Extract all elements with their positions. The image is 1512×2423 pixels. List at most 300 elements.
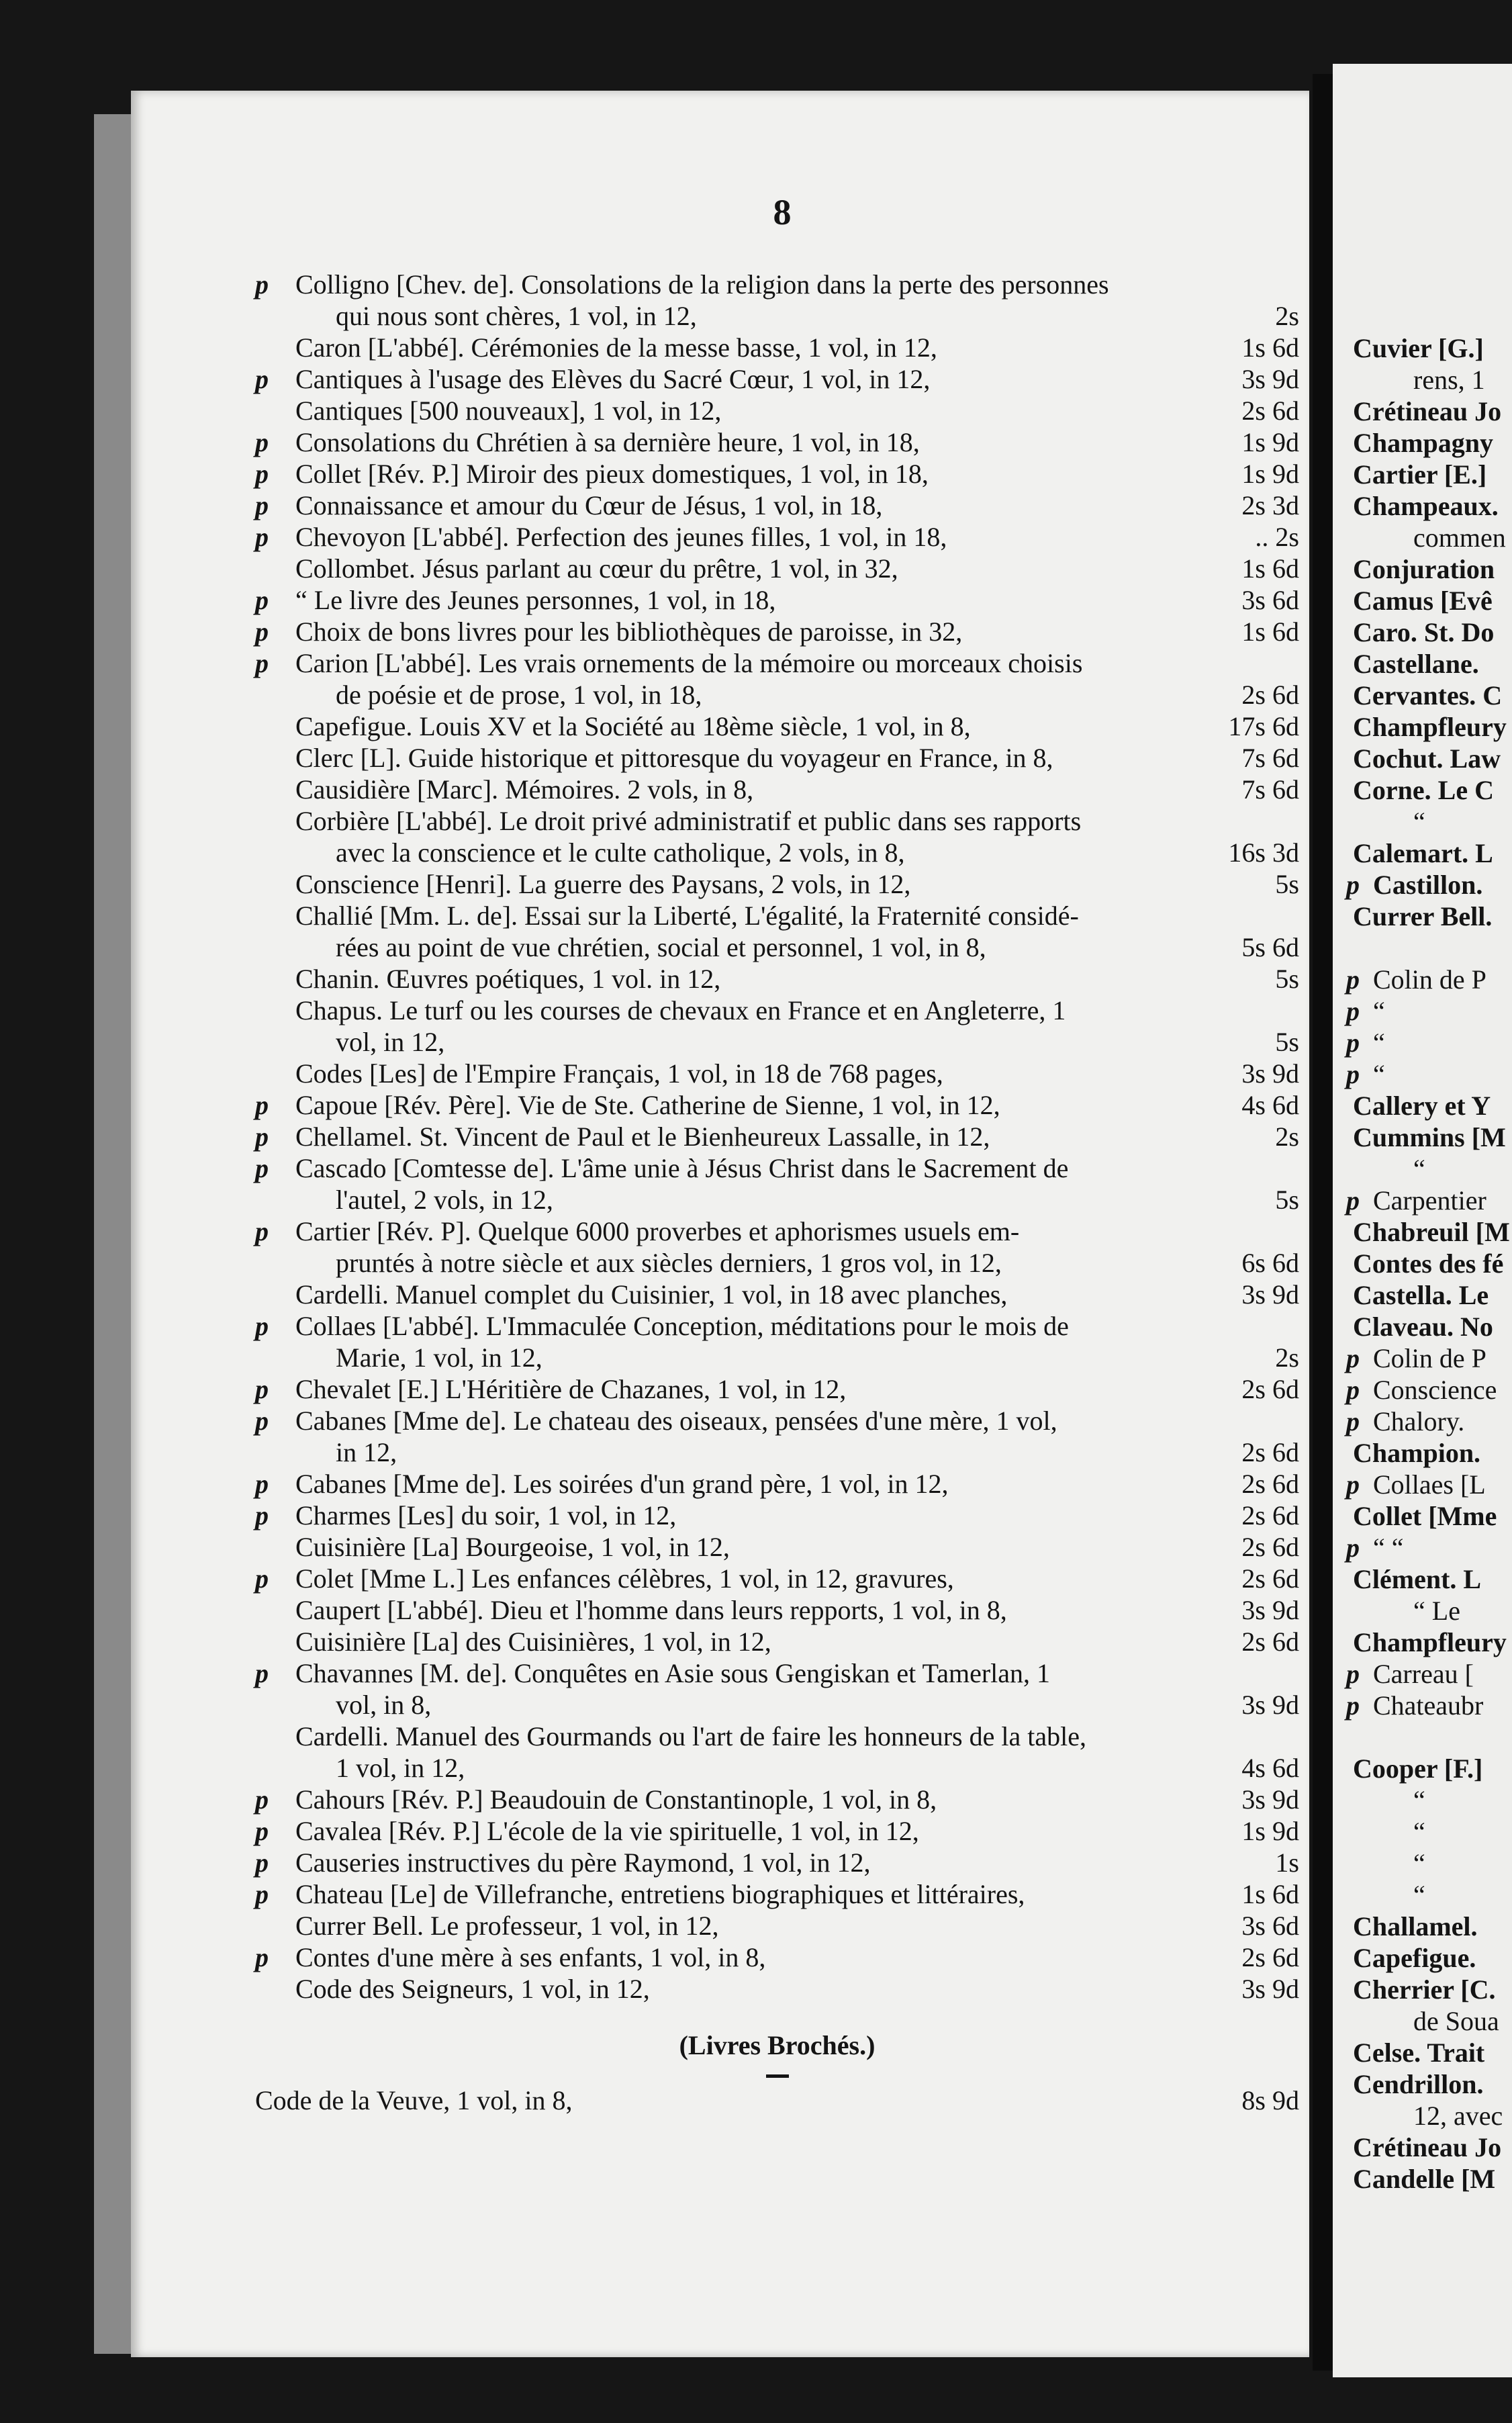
catalog-entry [255,1563,1299,1594]
entry-mark: p [255,1469,269,1499]
entry-text: Cuisinière [La] des Cuisinières, 1 vol, in 12, [295,1627,771,1657]
entry-mark: p [255,1879,269,1909]
entry-mark: p [255,364,269,394]
right-page-entry [1346,1406,1512,1437]
entry-price: 7s 6d [1241,743,1299,773]
entry-text: Caron [L'abbé]. Cérémonies de la messe basse, 1 vol, in 12, [295,332,937,363]
right-page-entry [1346,1942,1512,1974]
catalog-entry [255,1216,1299,1247]
entry-text: Claveau. No [1353,1312,1493,1342]
entry-text: Cochut. Law [1353,743,1501,774]
right-page-entry [1346,1185,1512,1216]
entry-price: 2s 6d [1241,1627,1299,1657]
entry-text: Corne. Le C [1353,775,1494,805]
entry-price: 2s [1275,1342,1299,1373]
entry-text: “ [1413,1880,1425,1910]
entry-mark: p [255,1153,269,1183]
entry-mark: p [255,459,269,489]
entry-price: 4s 6d [1241,1753,1299,1783]
right-page-entry [1346,2068,1512,2100]
entry-price: 1s 9d [1241,1816,1299,1846]
entry-text: Callery et Y [1353,1091,1491,1121]
right-page-entry [1346,1816,1512,1847]
entry-text: Calemart. L [1353,838,1493,868]
page-number: 8 [773,192,792,232]
entry-text: Collet [Mme [1353,1501,1497,1531]
catalog-entry [255,679,1299,711]
entry-text: Carpentier [1373,1185,1486,1216]
right-page-entry [1346,1122,1512,1153]
entry-price: 2s 3d [1241,490,1299,520]
entry-text: Champagny [1353,428,1493,458]
entry-mark: p [255,1216,269,1246]
entry-text: Cavalea [Rév. P.] L'école de la vie spirituelle, 1 vol, in 12, [295,1816,919,1846]
entry-text: vol, in 12, [336,1027,445,1057]
catalog-entry [255,1121,1299,1152]
entry-price: 1s 9d [1241,459,1299,489]
entry-price: 3s 9d [1241,1058,1299,1089]
entry-text: Capefigue. [1353,1943,1476,1973]
section-rule [766,2074,789,2078]
right-page-entry [1346,1500,1512,1532]
entry-price: 5s [1275,1027,1299,1057]
entry-text: Carreau [ [1373,1659,1474,1689]
entry-text: Cabanes [Mme de]. Les soirées d'un grand père, 1 vol, in 12, [295,1469,949,1499]
entry-text: Chabreuil [M [1353,1217,1510,1247]
entry-text: Contes d'une mère à ses enfants, 1 vol, in 8, [295,1942,766,1972]
catalog-entry [255,616,1299,647]
right-page-entry [1346,995,1512,1027]
entry-mark: p [255,269,269,300]
catalog-entry [255,1279,1299,1310]
right-page-entry [1346,869,1512,901]
right-page-entry [1346,932,1512,964]
entry-price: 3s 9d [1241,1595,1299,1625]
entry-mark: p [1346,1343,1360,1373]
right-page-entry [1346,1690,1512,1721]
entry-text: Clerc [L]. Guide historique et pittoresque du voyageur en France, in 8, [295,743,1053,773]
catalog-entry [255,1657,1299,1689]
entry-text: Clément. L [1353,1564,1482,1594]
right-page-entry [1346,1974,1512,2005]
entry-text: “ [1373,1059,1385,1089]
right-page-entry [1346,1595,1512,1627]
entry-text: commen [1413,522,1506,553]
entry-mark: p [1346,1027,1360,1058]
entry-price: 8s 9d [1241,2085,1299,2115]
entry-mark: p [255,1784,269,1815]
catalog-entry [255,1878,1299,1910]
entry-mark: p [255,1122,269,1152]
entry-text: Cherrier [C. [1353,1974,1496,2005]
entry-mark: p [255,1090,269,1120]
entry-text: Challié [Mm. L. de]. Essai sur la Liberté, L'égalité, la Fraternité considé- [295,901,1079,931]
entry-price: 6s 6d [1241,1248,1299,1278]
catalog-entry [255,742,1299,774]
entry-text: Conscience [Henri]. La guerre des Paysans, 2 vols, in 12, [295,869,911,899]
entry-text: Conjuration [1353,554,1495,584]
catalog-entry [255,1436,1299,1468]
entry-mark: p [255,1500,269,1530]
entry-mark: p [1346,1533,1360,1563]
entry-text: Chevoyon [L'abbé]. Perfection des jeunes filles, 1 vol, in 18, [295,522,947,552]
right-page-entry [1346,1658,1512,1690]
catalog-entry [255,1752,1299,1784]
entry-text: Code de la Veuve, 1 vol, in 8, [255,2085,573,2115]
entry-text: Colin de P [1373,964,1486,995]
catalog-entry [255,1026,1299,1058]
entry-text: Consolations du Chrétien à sa dernière heure, 1 vol, in 18, [295,427,920,457]
entry-text: Contes des fé [1353,1248,1504,1279]
entry-text: avec la conscience et le culte catholique, 2 vols, in 8, [336,837,905,868]
catalog-entry [255,1721,1299,1752]
right-page-entry [1346,1058,1512,1090]
entry-price: 4s 6d [1241,1090,1299,1120]
catalog-entry [255,1941,1299,1973]
entry-text: “ Le [1413,1596,1460,1626]
entry-text: Cervantes. C [1353,680,1503,711]
catalog-entry [255,711,1299,742]
entry-mark: p [255,490,269,520]
entry-text: Cahours [Rév. P.] Beaudouin de Constantinople, 1 vol, in 8, [295,1784,937,1815]
entry-text: pruntés à notre siècle et aux siècles derniers, 1 gros vol, in 12, [336,1248,1002,1278]
entry-mark: p [1346,1469,1360,1500]
entry-text: Collaes [L [1373,1469,1486,1500]
entry-price: 5s 6d [1241,932,1299,962]
entry-text: “ Le livre des Jeunes personnes, 1 vol, in 18, [295,585,776,615]
entry-text: Celse. Trait [1353,2038,1485,2068]
right-page-entry [1346,1090,1512,1122]
right-page-entry [1346,396,1512,427]
section-heading: (Livres Brochés.) [679,2030,876,2060]
right-page-entry [1346,1563,1512,1595]
entry-mark: p [1346,1690,1360,1721]
entry-text: Castellane. [1353,649,1479,679]
catalog-entry [255,269,1299,300]
catalog-entry [255,300,1299,332]
entry-text: Cabanes [Mme de]. Le chateau des oiseaux, pensées d'une mère, 1 vol, [295,1406,1057,1436]
entry-price: 3s 9d [1241,1690,1299,1720]
catalog-entry [255,426,1299,458]
catalog-entry [255,1089,1299,1121]
entry-text: Choix de bons livres pour les bibliothèques de paroisse, in 32, [295,616,963,647]
entry-text: Capefigue. Louis XV et la Société au 18ème siècle, 1 vol, in 8, [295,711,971,741]
entry-text: Cartier [E.] [1353,459,1487,490]
entry-text: Cuisinière [La] Bourgeoise, 1 vol, in 12, [295,1532,730,1562]
right-page-entry [1346,1753,1512,1784]
entry-mark: p [1346,996,1360,1026]
entry-mark: p [1346,870,1360,900]
catalog-entry [255,1815,1299,1847]
entry-text: Currer Bell. [1353,901,1493,931]
entry-price: 2s [1275,301,1299,331]
entry-text: Challamel. [1353,1911,1478,1941]
catalog-entry [255,1310,1299,1342]
entry-price: 5s [1275,964,1299,994]
right-page-entry [1346,459,1512,490]
entry-text: Chellamel. St. Vincent de Paul et le Bienheureux Lassalle, in 12, [295,1122,990,1152]
right-page [1333,64,1512,2377]
entry-price: 2s 6d [1241,1437,1299,1467]
catalog-entry [255,1405,1299,1436]
entry-text: “ [1373,996,1385,1026]
entry-price: 2s 6d [1241,1469,1299,1499]
entry-price: 3s 6d [1241,585,1299,615]
entry-price: 17s 6d [1228,711,1299,741]
entry-text: Castella. Le [1353,1280,1489,1310]
entry-price: 3s 9d [1241,1784,1299,1815]
right-page-entry [1346,1279,1512,1311]
entry-text: l'autel, 2 vols, in 12, [336,1185,553,1215]
entry-text: Collombet. Jésus parlant au cœur du prêtre, 1 vol, in 32, [295,553,898,584]
right-page-entry [1346,743,1512,774]
entry-price: 3s 6d [1241,1911,1299,1941]
entry-mark: p [255,1406,269,1436]
catalog-entry [255,774,1299,805]
catalog-entry [255,1342,1299,1373]
catalog-entry [255,1973,1299,2005]
entry-price: 5s [1275,869,1299,899]
entry-text: Chateau [Le] de Villefranche, entretiens biographiques et littéraires, [295,1879,1025,1909]
entry-text: Cardelli. Manuel complet du Cuisinier, 1 vol, in 18 avec planches, [295,1279,1008,1310]
entry-price: 3s 9d [1241,1974,1299,2004]
right-page-entry [1346,2163,1512,2195]
catalog-entry [255,1626,1299,1657]
entry-text: Crétineau Jo [1353,396,1502,426]
entry-text: “ [1413,807,1425,837]
entry-text: Chanin. Œuvres poétiques, 1 vol. in 12, [295,964,721,994]
right-page-entry [1346,2005,1512,2037]
entry-text: Cantiques à l'usage des Elèves du Sacré Cœur, 1 vol, in 12, [295,364,931,394]
entry-text: Causeries instructives du père Raymond, 1 vol, in 12, [295,1847,871,1878]
entry-text: 12, avec [1413,2101,1503,2131]
entry-text: “ [1413,1848,1425,1878]
right-page-entry [1346,648,1512,680]
entry-text: rens, 1 [1413,365,1485,395]
entry-text: Castillon. [1373,870,1483,900]
right-page-entry [1346,1216,1512,1248]
entry-text: Chavannes [M. de]. Conquêtes en Asie sous Gengiskan et Tamerlan, 1 [295,1658,1051,1688]
right-page-entry [1346,2037,1512,2068]
right-page-entry [1346,1879,1512,1911]
entry-price: 3s 9d [1241,364,1299,394]
entry-text: Cooper [F.] [1353,1753,1483,1784]
catalog-entry-final [255,2085,1299,2116]
entry-price: 1s 9d [1241,427,1299,457]
right-page-entry [1346,806,1512,837]
right-page-entry [1346,774,1512,806]
right-page-entry [1346,553,1512,585]
entry-text: “ [1413,1154,1425,1184]
entry-text: Colligno [Chev. de]. Consolations de la religion dans la perte des personnes [295,269,1109,300]
catalog-entry [255,332,1299,363]
entry-text: Causidière [Marc]. Mémoires. 2 vols, in 8, [295,774,754,805]
catalog-entry [255,1910,1299,1941]
entry-mark: p [255,1942,269,1972]
entry-mark: p [255,1374,269,1404]
catalog-entry [255,1247,1299,1279]
entry-text: Chapus. Le turf ou les courses de chevaux en France et en Angleterre, 1 [295,995,1066,1025]
catalog-entry [255,1468,1299,1500]
entry-mark: p [255,1311,269,1341]
entry-text: Colin de P [1373,1343,1486,1373]
entry-text: Cascado [Comtesse de]. L'âme unie à Jésus Christ dans le Sacrement de [295,1153,1069,1183]
entry-text: in 12, [336,1437,397,1467]
entry-text: Cuvier [G.] [1353,333,1484,363]
entry-mark: p [1346,964,1360,995]
entry-price: 1s 6d [1241,553,1299,584]
entry-text: Cantiques [500 nouveaux], 1 vol, in 12, [295,396,722,426]
entry-price: 7s 6d [1241,774,1299,805]
entry-text: Carion [L'abbé]. Les vrais ornements de la mémoire ou morceaux choisis [295,648,1083,678]
catalog-entry [255,963,1299,995]
right-page-entry [1346,1627,1512,1658]
entry-text: Chateaubr [1373,1690,1484,1721]
entry-text: Cummins [M [1353,1122,1506,1152]
entry-text: Camus [Evê [1353,586,1493,616]
catalog-entry [255,553,1299,584]
right-page-entry [1346,585,1512,616]
catalog-entry [255,1152,1299,1184]
entry-price: 2s 6d [1241,396,1299,426]
entry-price: 5s [1275,1185,1299,1215]
catalog-entry [255,995,1299,1026]
right-page-entry [1346,901,1512,932]
right-page-entry [1346,616,1512,648]
right-page-entry [1346,1847,1512,1879]
entry-price: 16s 3d [1228,837,1299,868]
entry-price: .. 2s [1255,522,1299,552]
entry-text: Codes [Les] de l'Empire Français, 1 vol, in 18 de 768 pages, [295,1058,943,1089]
catalog-entry [255,868,1299,900]
entry-text: Conscience [1373,1375,1497,1405]
entry-text: Cartier [Rév. P]. Quelque 6000 proverbes et aphorismes usuels em- [295,1216,1020,1246]
entry-price: 1s 6d [1241,616,1299,647]
book-gutter [1313,74,1333,2371]
entry-text: Candelle [M [1353,2164,1496,2194]
catalog-entry [255,1373,1299,1405]
entry-text: de Soua [1413,2006,1499,2036]
entry-text: 1 vol, in 12, [336,1753,465,1783]
entry-mark: p [1346,1185,1360,1216]
entry-text: Caupert [L'abbé]. Dieu et l'homme dans leurs repports, 1 vol, in 8, [295,1595,1007,1625]
right-page-entry [1346,1311,1512,1342]
right-page-entry [1346,2132,1512,2163]
entry-mark: p [255,522,269,552]
entry-mark: p [255,1816,269,1846]
catalog-entry [255,837,1299,868]
entry-text: Chevalet [E.] L'Héritière de Chazanes, 1 vol, in 12, [295,1374,847,1404]
entry-mark: p [1346,1375,1360,1405]
right-page-entry [1346,1532,1512,1563]
entry-text: Champfleury [1353,712,1507,742]
catalog-entry [255,1500,1299,1531]
entry-mark: p [255,1847,269,1878]
entry-text: Champion. [1353,1438,1481,1468]
right-page-entry [1346,332,1512,364]
right-page-entry [1346,837,1512,869]
entry-text: Marie, 1 vol, in 12, [336,1342,542,1373]
right-page-entry [1346,364,1512,396]
right-page-entry [1346,964,1512,995]
entry-price: 3s 9d [1241,1279,1299,1310]
entry-mark: p [255,1658,269,1688]
catalog-entries [255,269,1299,2116]
catalog-entry [255,805,1299,837]
catalog-entry [255,363,1299,395]
entry-price: 2s 6d [1241,680,1299,710]
entry-text: Champeaux. [1353,491,1499,521]
catalog-entry [255,931,1299,963]
catalog-entry [255,1058,1299,1089]
catalog-entry [255,521,1299,553]
entry-mark: p [255,427,269,457]
catalog-entry [255,458,1299,490]
right-page-entry [1346,680,1512,711]
entry-price: 1s [1275,1847,1299,1878]
catalog-entry [255,1689,1299,1721]
entry-text: Caro. St. Do [1353,617,1495,647]
catalog-entry [255,647,1299,679]
right-page-entry [1346,490,1512,522]
section-spacer [255,2005,1299,2022]
entry-text: “ [1413,1785,1425,1815]
entry-text: Charmes [Les] du soir, 1 vol, in 12, [295,1500,677,1530]
right-page-entry [1346,1027,1512,1058]
right-page-entry [1346,1342,1512,1374]
entry-text: Cardelli. Manuel des Gourmands ou l'art de faire les honneurs de la table, [295,1721,1086,1751]
entry-text: Currer Bell. Le professeur, 1 vol, in 12, [295,1911,719,1941]
entry-text: Capoue [Rév. Père]. Vie de Ste. Catherine de Sienne, 1 vol, in 12, [295,1090,1000,1120]
entry-price: 2s 6d [1241,1500,1299,1530]
entry-text: rées au point de vue chrétien, social et personnel, 1 vol, in 8, [336,932,986,962]
catalog-entry [255,584,1299,616]
entry-price: 2s 6d [1241,1563,1299,1594]
right-page-entry [1346,2100,1512,2132]
right-page-entry [1346,1469,1512,1500]
catalog-entry [255,1531,1299,1563]
entry-mark: p [1346,1406,1360,1436]
catalog-entry [255,1784,1299,1815]
entry-text: Champfleury [1353,1627,1507,1657]
right-page-entry [1346,1911,1512,1942]
entry-mark: p [255,648,269,678]
entry-price: 2s 6d [1241,1532,1299,1562]
entry-text: Cendrillon. [1353,2069,1484,2099]
entry-text: Collaes [L'abbé]. L'Immaculée Conception, méditations pour le mois de [295,1311,1069,1341]
entry-mark: p [1346,1659,1360,1689]
right-page-entry [1346,427,1512,459]
right-page-entry [1346,1153,1512,1185]
catalog-entry [255,1594,1299,1626]
entry-price: 2s [1275,1122,1299,1152]
entry-text: “ [1373,1027,1385,1058]
right-page-entry [1346,1374,1512,1406]
entry-text: Chalory. [1373,1406,1465,1436]
entry-text: Code des Seigneurs, 1 vol, in 12, [295,1974,650,2004]
entry-text: Corbière [L'abbé]. Le droit privé administratif et public dans ses rapports [295,806,1082,836]
right-page-entries [1346,332,1512,2195]
entry-mark: p [1346,1059,1360,1089]
right-page-entry [1346,1437,1512,1469]
entry-text: Connaissance et amour du Cœur de Jésus, 1 vol, in 18, [295,490,883,520]
right-page-entry [1346,1248,1512,1279]
catalog-entry [255,1184,1299,1216]
entry-text: “ “ [1373,1533,1404,1563]
entry-text: Colet [Mme L.] Les enfances célèbres, 1 vol, in 12, gravures, [295,1563,954,1594]
entry-price: 2s 6d [1241,1942,1299,1972]
right-page-entry [1346,1784,1512,1816]
